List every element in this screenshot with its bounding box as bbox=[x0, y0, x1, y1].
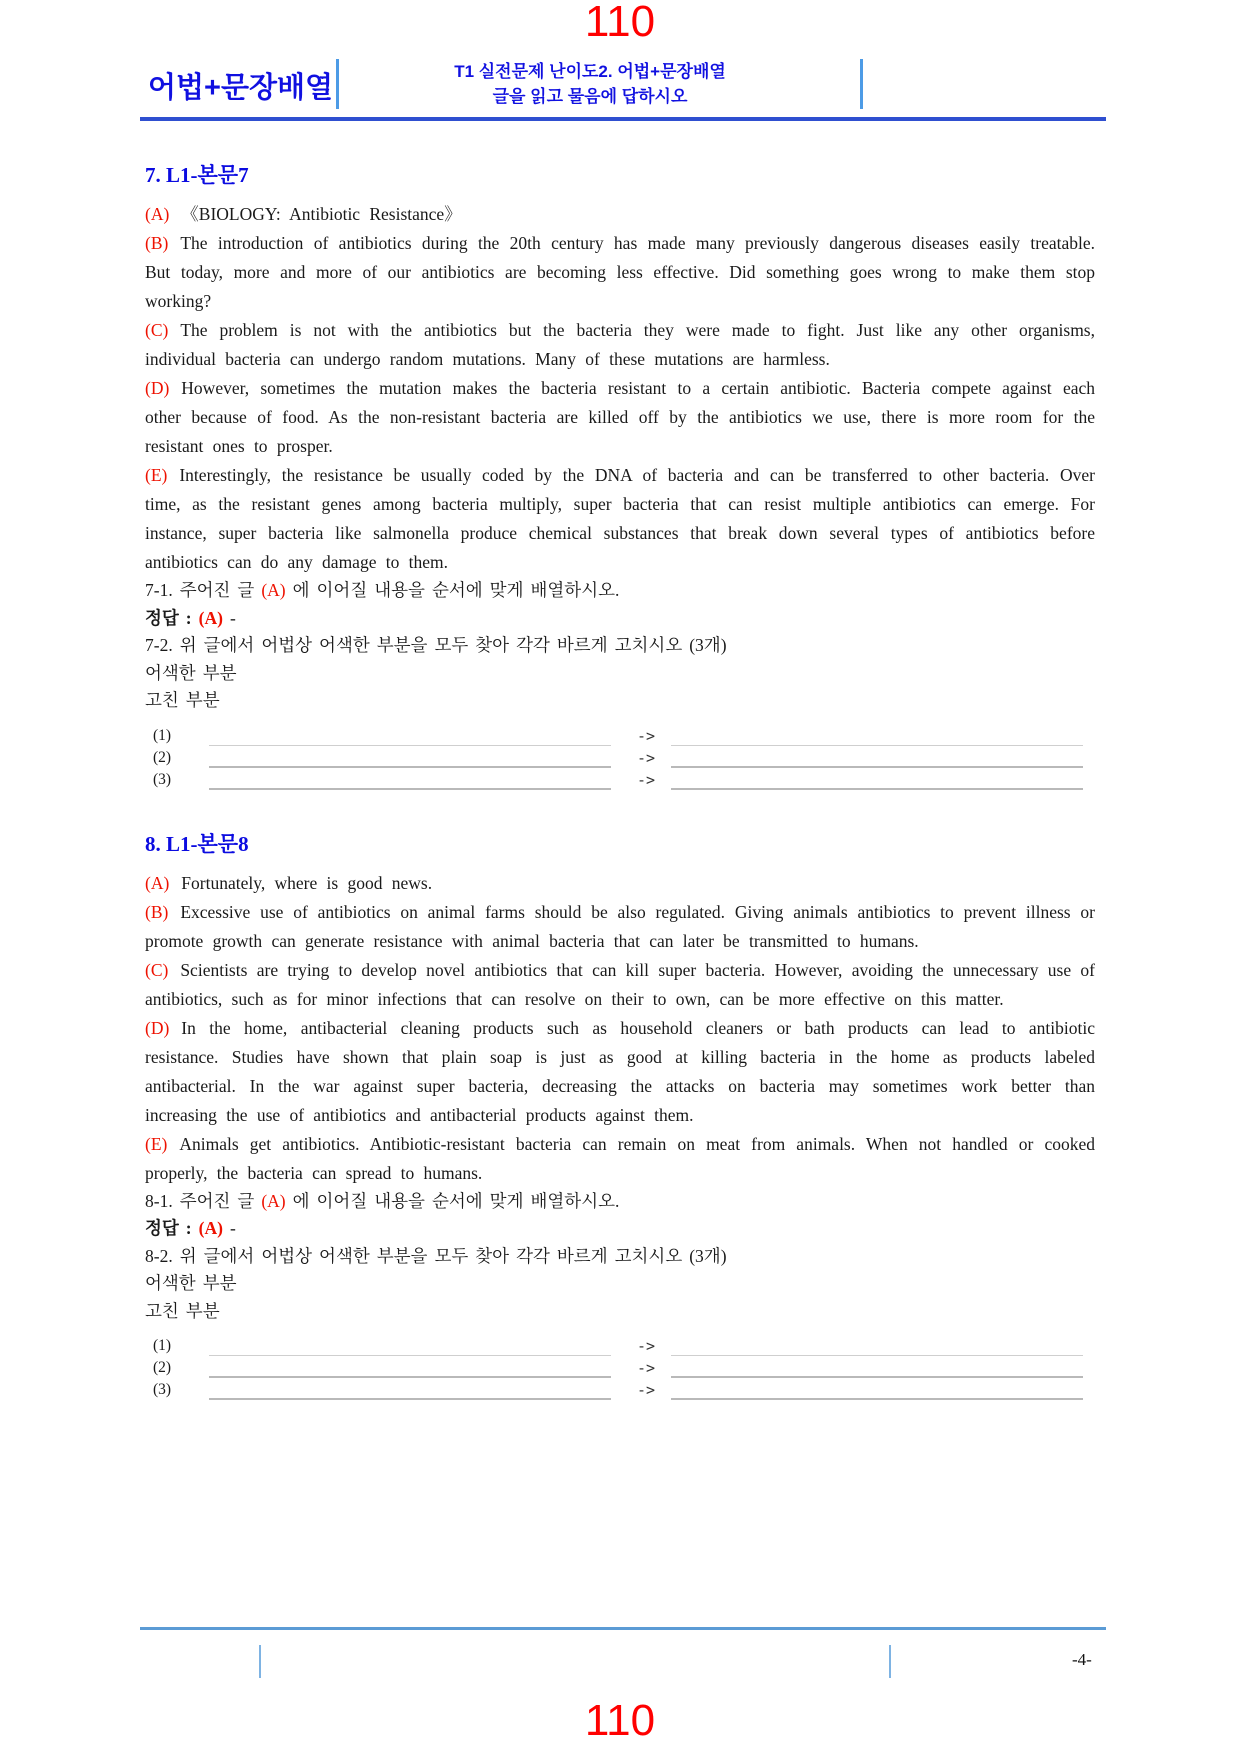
paragraph-text: In the home, antibacterial cleaning products such as household cleaners or bath products can lead to antibiotic resistance. Studies have shown that plain soap is just as good at killing bacteria in the home as products labeled antibacterial. In the war against super bacteria, decreasing the attacks on bacteria may sometimes work better than increasing the use of antibiotics and antibacterial products against them. bbox=[145, 1017, 1095, 1125]
paragraph-text: Fortunately, where is good news. bbox=[181, 872, 433, 893]
footer-divider-bar-left bbox=[259, 1645, 261, 1678]
corrected-part-label: 고친 부분 bbox=[145, 1300, 220, 1321]
passage-paragraph-d bbox=[145, 1014, 1095, 1130]
answer-blank-row bbox=[153, 724, 1095, 746]
blank-number: (3) bbox=[153, 1381, 172, 1398]
paragraph-label: (A) bbox=[145, 204, 170, 224]
paragraph-label: (B) bbox=[145, 901, 169, 922]
arrow-text: -> bbox=[637, 748, 656, 767]
question-1: 8-1. 주어진 글 (A) 에 이어질 내용을 순서에 맞게 배열하시오. bbox=[145, 1190, 620, 1211]
blank-number: (3) bbox=[153, 770, 172, 788]
paragraph-label: (E) bbox=[145, 465, 168, 485]
paragraph-label: (C) bbox=[145, 320, 169, 340]
paragraph-text: Scientists are trying to develop novel antibiotics that can kill super bacteria. However, avoiding the unnecessary use of antibiotics, such as for minor infections that can resolve on their to own, can be more effective on this matter. bbox=[145, 959, 1095, 1009]
answer-blank-row bbox=[153, 768, 1095, 790]
paragraph-label: (D) bbox=[145, 378, 170, 398]
answer-line: 정답 : (A) - bbox=[145, 1218, 236, 1238]
footer-divider-bar-right bbox=[889, 1645, 891, 1678]
blank-number: (1) bbox=[153, 726, 172, 744]
passage bbox=[145, 200, 1095, 577]
question-2: 7-2. 위 글에서 어법상 어색한 부분을 모두 찾아 각각 바르게 고치시오 (3개) bbox=[145, 635, 727, 655]
answer-blank-right[interactable] bbox=[671, 1362, 1083, 1378]
section-8 bbox=[145, 832, 1095, 1401]
awkward-part-label: 어색한 부분 bbox=[145, 662, 237, 683]
answer-blank-right[interactable] bbox=[671, 752, 1083, 768]
answer-blank-left[interactable] bbox=[209, 730, 611, 746]
paragraph-text: The introduction of antibiotics during the 20th century has made many previously dangerous diseases easily treatable. But today, more and more of our antibiotics are becoming less effective. Did something goes wrong to make them stop working? bbox=[145, 233, 1095, 311]
blank-number: (2) bbox=[153, 748, 172, 766]
header-subtitle-line2: 글을 읽고 물음에 답하시오 bbox=[492, 87, 688, 106]
paragraph-label: (A) bbox=[145, 872, 170, 893]
question-block bbox=[145, 1188, 1095, 1326]
page-number-bottom: 110 bbox=[584, 1696, 656, 1745]
paragraph-label: (E) bbox=[145, 1133, 168, 1154]
answer-blanks bbox=[145, 724, 1095, 790]
question-1: 7-1. 주어진 글 (A) 에 이어질 내용을 순서에 맞게 배열하시오. bbox=[145, 580, 620, 600]
corrected-part-label: 고친 부분 bbox=[145, 690, 220, 710]
answer-blank-left[interactable] bbox=[209, 752, 611, 768]
footer-page-number: -4- bbox=[1072, 1650, 1092, 1669]
paragraph-text: However, sometimes the mutation makes the bacteria resistant to a certain antibiotic. Bacteria compete against each other because of food. As the non-resistant bacteria are killed off by the antibiotics we use, there is more room for the resistant ones to prosper. bbox=[145, 378, 1095, 456]
passage-paragraph-b bbox=[145, 229, 1095, 316]
passage-paragraph-c bbox=[145, 316, 1095, 374]
paragraph-text: 《BIOLOGY: Antibiotic Resistance》 bbox=[181, 204, 462, 224]
paragraph-text: Animals get antibiotics. Antibiotic-resistant bacteria can remain on meat from animals. When not handled or cooked properly, the bacteria can spread to humans. bbox=[145, 1133, 1095, 1183]
page-number-top: 110 bbox=[584, 0, 656, 46]
passage-paragraph-b bbox=[145, 898, 1095, 956]
header-divider-bar-left bbox=[336, 59, 339, 109]
answer-ref-label: (A) bbox=[198, 607, 223, 628]
arrow-text: -> bbox=[637, 726, 656, 745]
page-content bbox=[145, 163, 1095, 1400]
arrow-text: -> bbox=[637, 770, 656, 789]
question-ref-label: (A) bbox=[261, 580, 286, 600]
page-header bbox=[0, 57, 1240, 111]
question-2: 8-2. 위 글에서 어법상 어색한 부분을 모두 찾아 각각 바르게 고치시오 (3개) bbox=[145, 1245, 727, 1266]
answer-blank-left[interactable] bbox=[209, 1340, 611, 1356]
answer-blank-row bbox=[153, 1378, 1095, 1400]
question-block bbox=[145, 577, 1095, 715]
passage-paragraph-e bbox=[145, 461, 1095, 577]
footer-rule bbox=[140, 1627, 1106, 1630]
answer-blank-row bbox=[153, 1334, 1095, 1356]
answer-blank-left[interactable] bbox=[209, 774, 611, 790]
answer-ref-label: (A) bbox=[198, 1218, 223, 1238]
passage-paragraph-a bbox=[145, 869, 1095, 898]
answer-blank-left[interactable] bbox=[209, 1362, 611, 1378]
answer-blank-row bbox=[153, 746, 1095, 768]
header-left-title: 어법+문장배열 bbox=[148, 72, 334, 104]
passage-paragraph-d bbox=[145, 374, 1095, 461]
arrow-text: -> bbox=[637, 1337, 656, 1355]
arrow-text: -> bbox=[637, 1381, 656, 1399]
blank-number: (1) bbox=[153, 1337, 172, 1354]
passage-paragraph-c bbox=[145, 956, 1095, 1014]
answer-blank-right[interactable] bbox=[671, 1384, 1083, 1400]
section-7 bbox=[145, 163, 1095, 790]
header-center-subtitle bbox=[370, 60, 810, 110]
arrow-text: -> bbox=[637, 1359, 656, 1377]
answer-blank-right[interactable] bbox=[671, 730, 1083, 746]
paragraph-text: The problem is not with the antibiotics but the bacteria they were made to fight. Just like any other organisms, individual bacteria can undergo random mutations. Many of these mutations are harmless. bbox=[145, 320, 1095, 369]
header-rule bbox=[140, 117, 1106, 121]
passage bbox=[145, 869, 1095, 1188]
answer-blank-row bbox=[153, 1356, 1095, 1378]
passage-paragraph-a bbox=[145, 200, 1095, 229]
header-divider-bar-right bbox=[860, 59, 863, 109]
question-ref-label: (A) bbox=[261, 1190, 286, 1211]
awkward-part-label: 어색한 부분 bbox=[145, 1273, 237, 1293]
answer-blank-right[interactable] bbox=[671, 1340, 1083, 1356]
answer-blank-left[interactable] bbox=[209, 1384, 611, 1400]
answer-blanks bbox=[145, 1334, 1095, 1400]
paragraph-label: (B) bbox=[145, 233, 169, 253]
section-title: 8. L1-본문8 bbox=[145, 831, 249, 856]
answer-blank-right[interactable] bbox=[671, 774, 1083, 790]
paragraph-text: Excessive use of antibiotics on animal farms should be also regulated. Giving animals antibiotics to prevent illness or promote growth can generate resistance with animal bacteria that can later be transmitted to humans. bbox=[145, 901, 1095, 951]
header-subtitle-line1: T1 실전문제 난이도2. 어법+문장배열 bbox=[454, 62, 726, 81]
paragraph-label: (C) bbox=[145, 959, 169, 980]
section-title: 7. L1-본문7 bbox=[145, 163, 249, 187]
paragraph-label: (D) bbox=[145, 1017, 170, 1038]
answer-line: 정답 : (A) - bbox=[145, 607, 236, 628]
passage-paragraph-e bbox=[145, 1130, 1095, 1188]
paragraph-text: Interestingly, the resistance be usually coded by the DNA of bacteria and can be transferred to other bacteria. Over time, as the resistant genes among bacteria multiply, super bacteria that can resist multiple antibiotics can emerge. For instance, super bacteria like salmonella produce chemical substances that break down several types of antibiotics before antibiotics can do any damage to them. bbox=[145, 465, 1095, 572]
blank-number: (2) bbox=[153, 1359, 172, 1376]
